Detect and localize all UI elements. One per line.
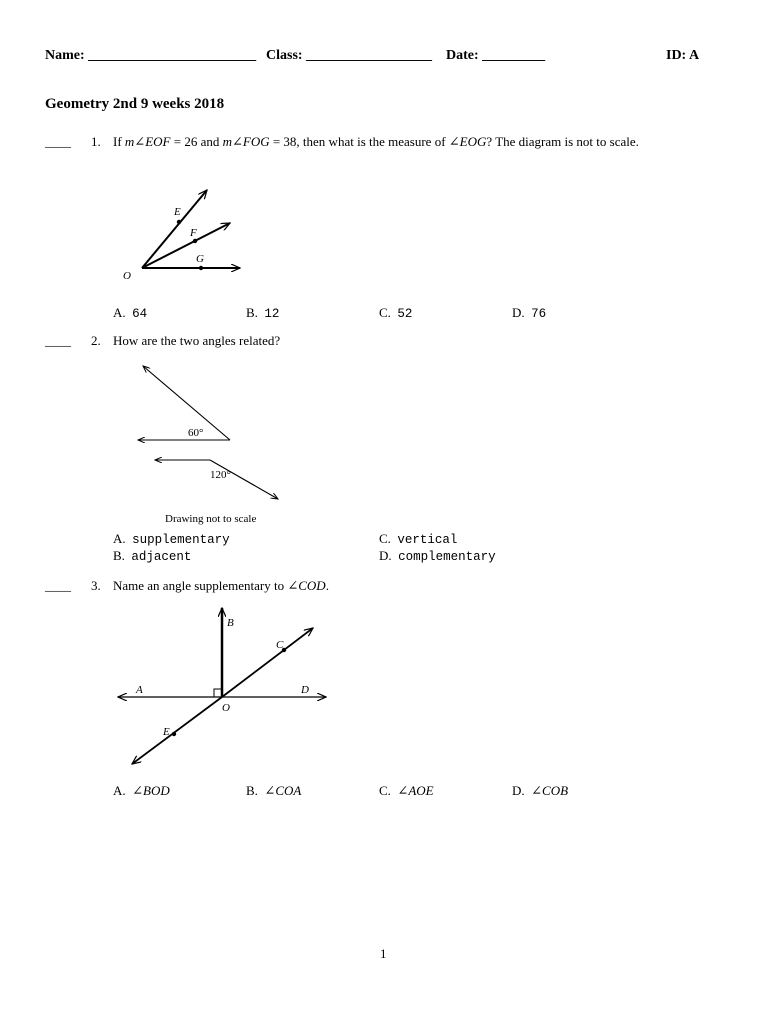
point-g-label: G [196,253,204,265]
question-number-1: 1. [91,134,101,149]
question-number-2: 2. [91,333,101,348]
q2-option-d[interactable]: D. complementary [379,548,496,564]
point-o-label: O [222,702,230,714]
point-b-label: B [227,617,234,629]
angle-60-label: 60° [188,427,204,439]
answer-blank-1: ____ [45,134,71,149]
q3-option-d[interactable]: D. ∠COB [512,783,569,798]
q3-option-c[interactable]: C. ∠AOE [379,783,434,798]
point-c-label: C [276,639,284,651]
angle-diagram-1 [110,180,260,290]
point-f-label: F [190,227,197,239]
point-e-label: E [163,726,170,738]
angle-diagram-2 [130,358,310,528]
q1-option-d[interactable]: D. 76 [512,305,547,321]
angle-120-label: 120° [210,469,231,481]
answer-blank-2: ____ [45,333,71,348]
q1-option-a[interactable]: A. 64 [113,305,148,321]
document-title: Geometry 2nd 9 weeks 2018 [45,96,225,112]
answer-blank-3: ____ [45,578,71,593]
q2-option-c[interactable]: C. vertical [379,531,458,547]
class-field: Class: __________________ [266,48,433,63]
name-field: Name: ________________________ [45,48,257,63]
point-d-label: D [301,684,309,696]
diagram-caption: Drawing not to scale [165,513,257,525]
question-text-3: Name an angle supplementary to ∠COD. [113,578,329,593]
point-a-label: A [136,684,143,696]
q2-option-a[interactable]: A. supplementary [113,531,230,547]
question-text-1: If m∠EOF = 26 and m∠FOG = 38, then what is the measure of ∠EOG? The diagram is not to scale. [113,134,639,149]
question-text-2: How are the two angles related? [113,333,281,348]
q2-option-b[interactable]: B. adjacent [113,548,192,564]
q1-option-c[interactable]: C. 52 [379,305,413,321]
q3-option-b[interactable]: B. ∠COA [246,783,302,798]
question-number-3: 3. [91,578,101,593]
page-number: 1 [380,946,387,961]
point-o-label: O [123,270,131,282]
q1-option-b[interactable]: B. 12 [246,305,280,321]
angle-diagram-3 [110,600,335,780]
q3-option-a[interactable]: A. ∠BOD [113,783,170,798]
point-e-label: E [174,206,181,218]
test-id: ID: A [666,48,700,63]
date-field: Date: _________ [446,48,546,63]
